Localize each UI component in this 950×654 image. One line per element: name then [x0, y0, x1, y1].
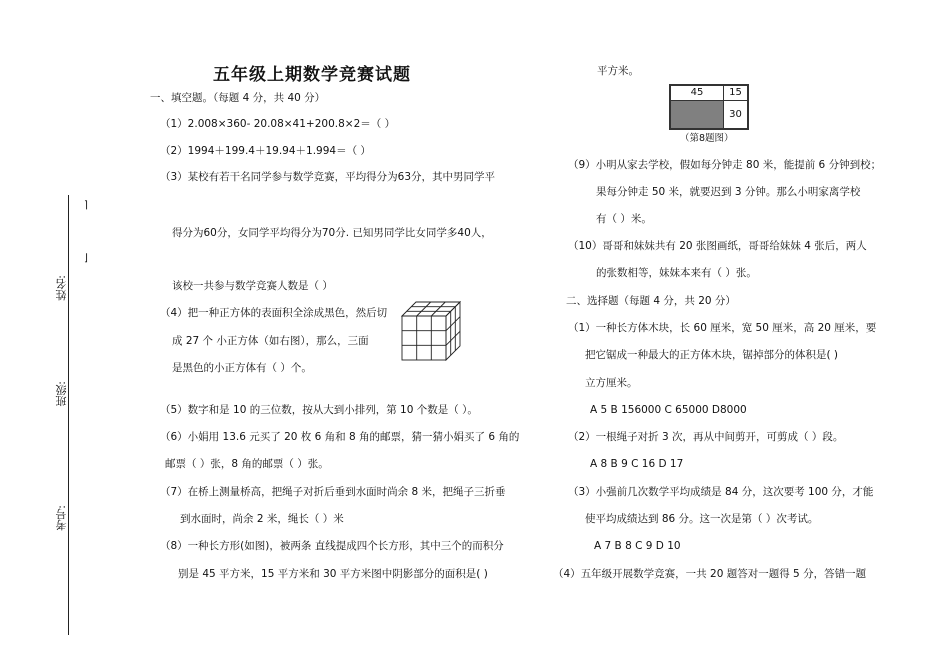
- figure-8-caption: （第8题图）: [680, 133, 734, 144]
- question-3-line-1: （3）某校有若干名同学参与数学竞赛，平均得分为63分，其中男同学平: [160, 171, 496, 183]
- question-6-line-2: 邮票（ ）张，8 角的邮票（ ）张。: [165, 458, 329, 470]
- choice-3-line-2: 使平均成绩达到 86 分。这一次是第（ ）次考试。: [585, 513, 819, 525]
- choice-1-line-3: 立方厘米。: [585, 377, 638, 389]
- question-8-line-3: 平方米。: [597, 65, 639, 77]
- question-6-line-1: （6）小娟用 13.6 元买了 20 枚 6 角和 8 角的邮票，猜一猜小娟买了 6 角的: [160, 431, 520, 443]
- section-choice-heading: 二、选择题（每题 4 分，共 20 分）: [566, 295, 736, 307]
- question-4-line-3: 是黑色的小正方体有（ ）个。: [172, 362, 312, 374]
- question-10-line-1: （10）哥哥和妹妹共有 20 张图画纸，哥哥给妹妹 4 张后，两人: [568, 240, 867, 252]
- question-9-line-2: 果每分钟走 50 米，就要迟到 3 分钟。那么小明家离学校: [596, 186, 861, 198]
- choice-3-options: A 7 B 8 C 9 D 10: [594, 540, 681, 552]
- choice-4-line-1: （4）五年级开展数学竞赛，一共 20 题答对一题得 5 分，答错一题: [553, 568, 867, 580]
- question-1: （1）2.008×360- 20.08×41+200.8×2＝（ ）: [160, 118, 396, 130]
- question-8-line-1: （8）一种长方形(如图)，被两条 直线提成四个长方形，其中三个的而积分: [160, 540, 504, 552]
- binding-line: [68, 195, 69, 635]
- question-4-line-1: （4）把一种正方体的表面积全涂成黑色，然后切: [160, 307, 388, 319]
- question-8-line-2: 别是 45 平方米，15 平方米和 30 平方米图中阴影部分的面积是( ): [178, 568, 488, 580]
- choice-2-line-1: （2）一根绳子对折 3 次，再从中间剪开，可剪成（ ）段。: [568, 431, 844, 443]
- area-45: 45: [670, 85, 724, 101]
- class-label: 班级:: [55, 381, 68, 407]
- question-10-line-2: 的张数相等，妹妹本来有（ ）张。: [596, 267, 757, 279]
- section-fill-blank-heading: 一、填空题。（每题 4 分，共 40 分）: [150, 92, 326, 104]
- question-7-line-1: （7）在桥上测量桥高，把绳子对折后垂到水面时尚余 8 米，把绳子三折垂: [160, 486, 506, 498]
- question-9-line-1: （9）小明从家去学校，假如每分钟走 80 米，能提前 6 分钟到校；: [568, 159, 882, 171]
- binding-mark-bottom: ⌋: [84, 253, 88, 264]
- question-3-line-2: 得分为60分，女同学平均得分为70分. 已知男同学比女同学多40人，: [172, 227, 492, 239]
- question-4-line-2: 成 27 个 小正方体（如右图），那么，三面: [172, 335, 369, 347]
- area-15: 15: [723, 85, 748, 101]
- question-5: （5）数字和是 10 的三位数，按从大到小排列，第 10 个数是（ ）。: [160, 404, 478, 416]
- question-9-line-3: 有（ ）米。: [596, 213, 652, 225]
- area-30: 30: [723, 100, 748, 129]
- choice-1-line-2: 把它锯成一种最大的正方体木块，锯掉部分的体积是( ): [585, 349, 839, 361]
- cube-figure: [400, 300, 462, 362]
- shaded-area: [670, 100, 724, 129]
- question-2: （2）1994＋199.4＋19.94＋1.994＝（ ）: [160, 145, 371, 157]
- name-label: 姓名:: [55, 275, 68, 301]
- question-7-line-2: 到水面时，尚余 2 米，绳长（ ）米: [180, 513, 344, 525]
- binding-mark-top: ⌉: [84, 200, 88, 211]
- rectangle-figure: [669, 84, 749, 130]
- choice-1-options: A 5 B 156000 C 65000 D8000: [590, 404, 747, 416]
- question-3-line-3: 该校一共参与数学竞赛人数是（ ）: [172, 280, 333, 292]
- choice-3-line-1: （3）小强前几次数学平均成绩是 84 分，这次要考 100 分，才能: [568, 486, 874, 498]
- number-label: 考号:: [55, 505, 68, 531]
- choice-1-line-1: （1）一种长方体木块，长 60 厘米，宽 50 厘米，高 20 厘米，要: [568, 322, 877, 334]
- choice-2-options: A 8 B 9 C 16 D 17: [590, 458, 684, 470]
- page-title: 五年级上期数学竞赛试题: [213, 65, 411, 85]
